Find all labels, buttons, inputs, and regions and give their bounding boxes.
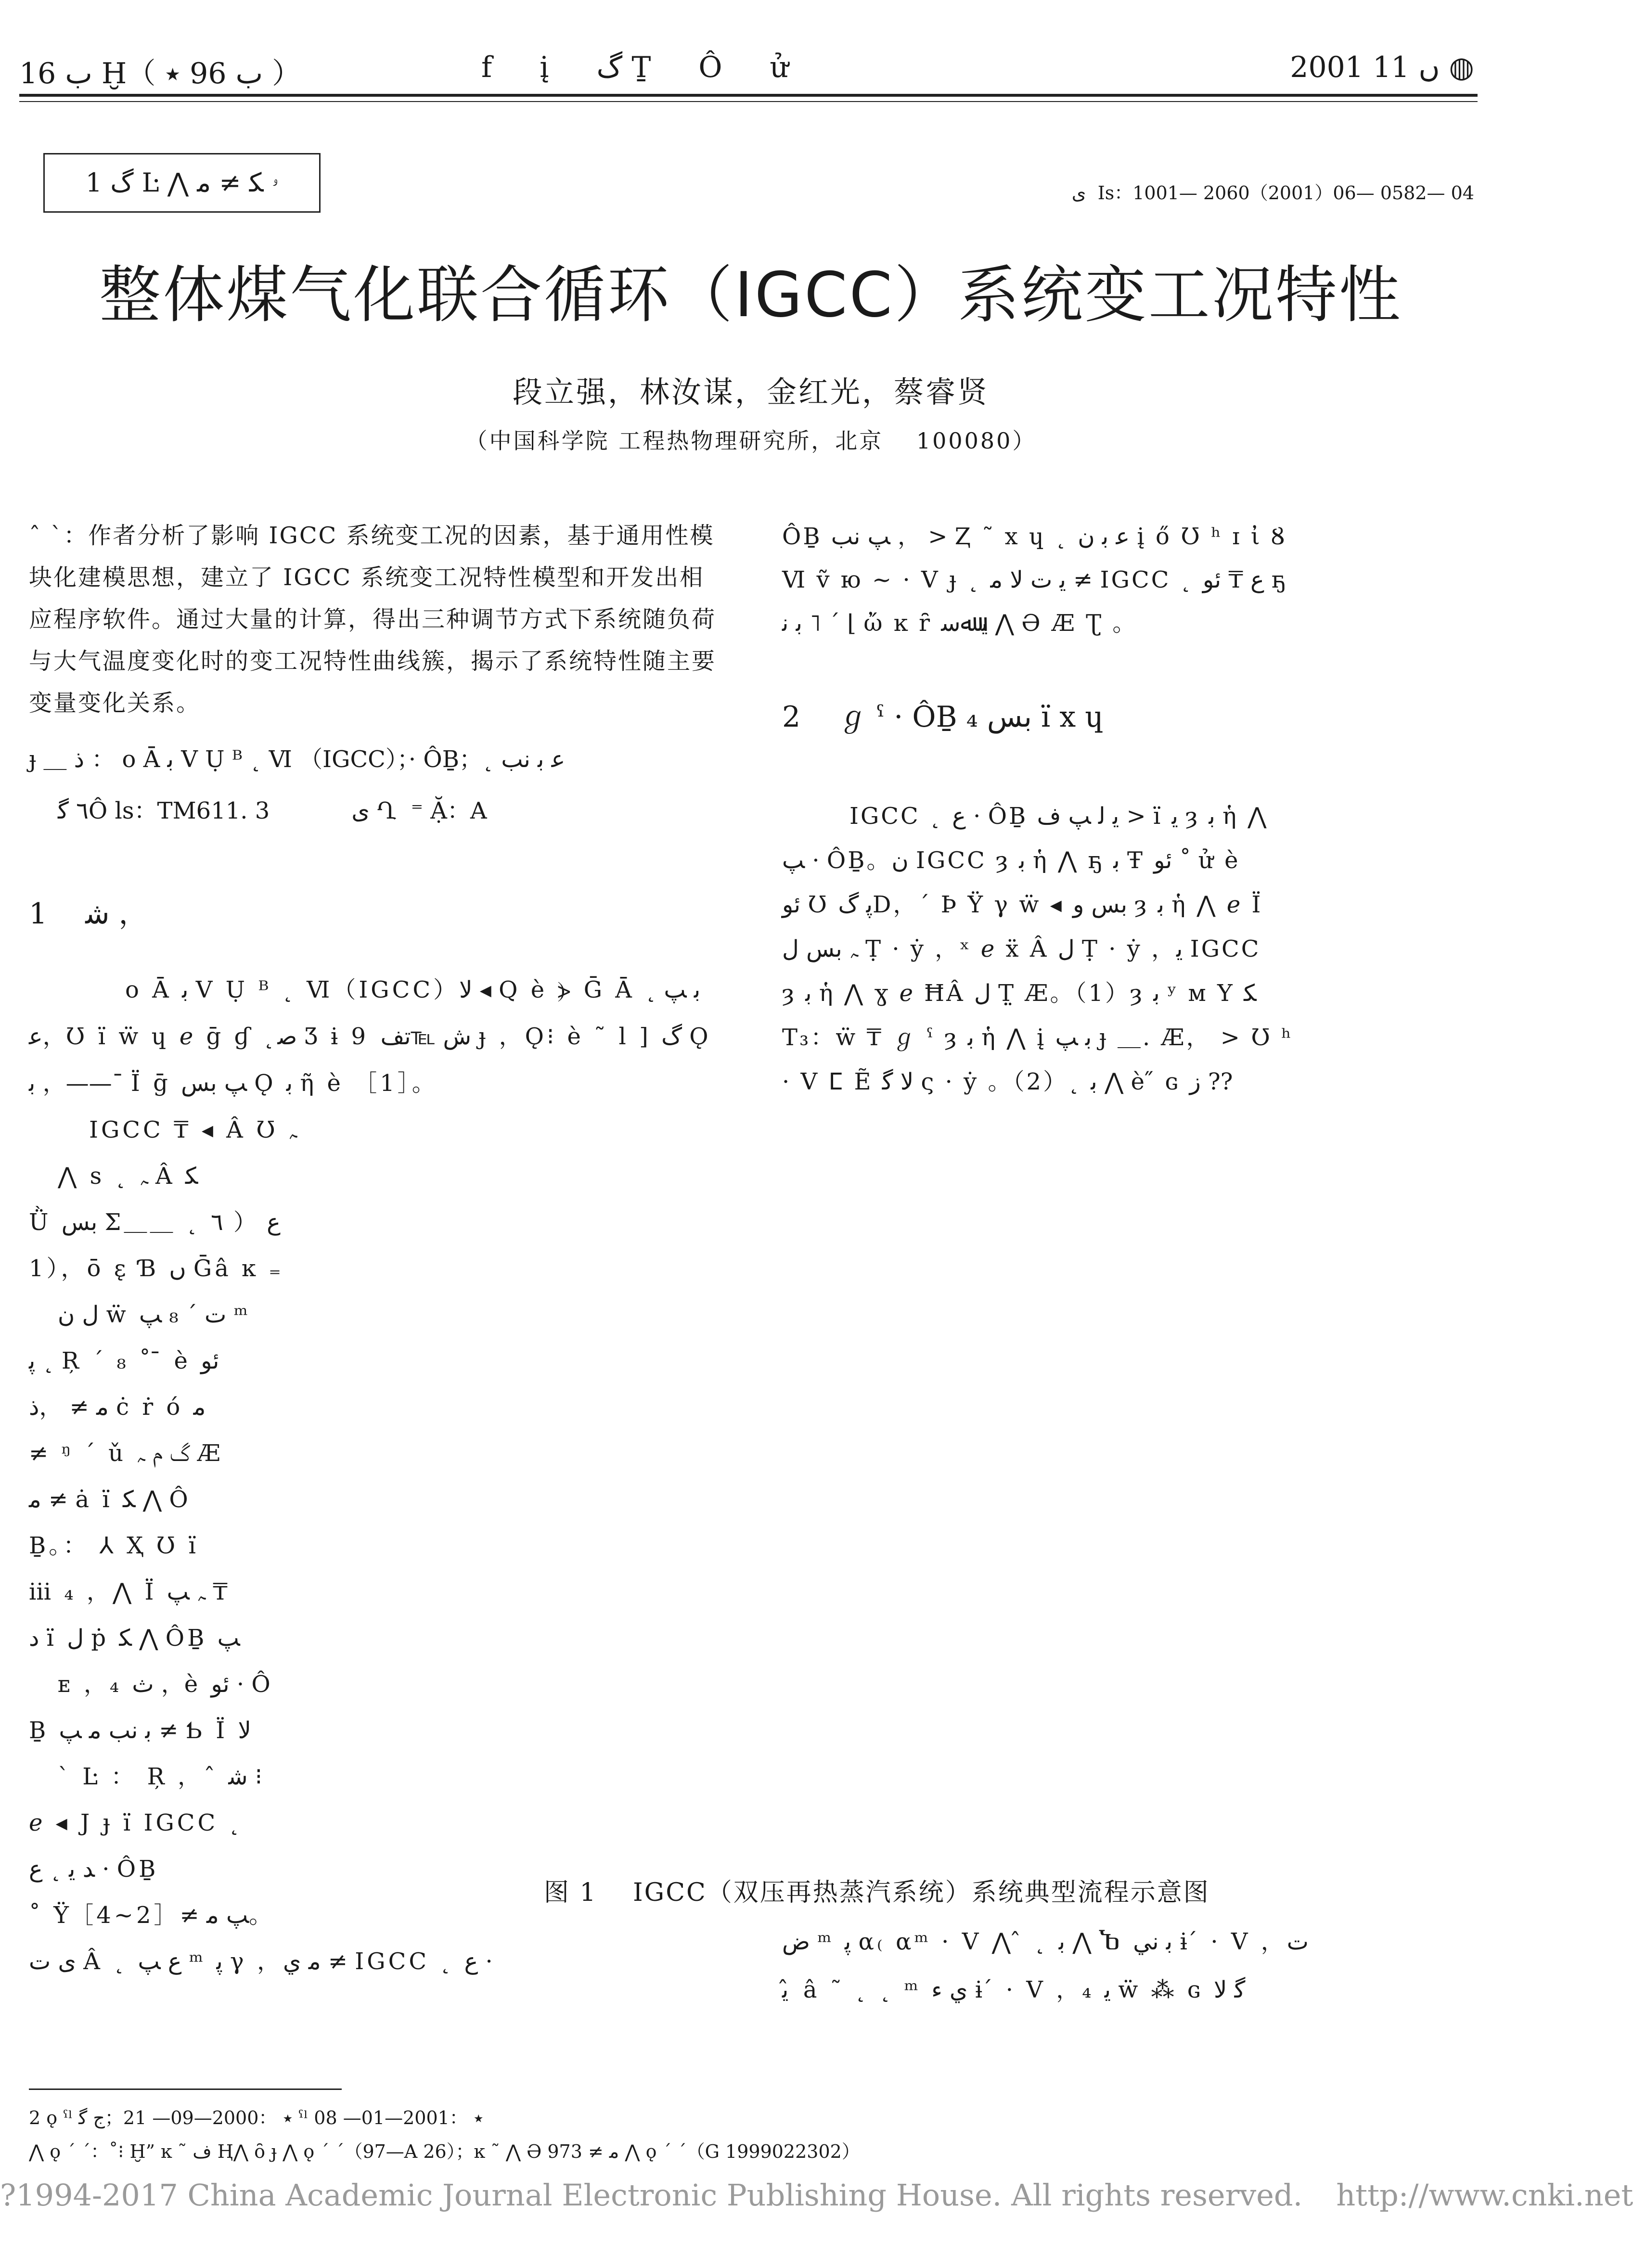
- running-header-left: ب 16 Ḫ（ ب 96 ٭ ）: [19, 57, 301, 90]
- text-line: ȝ ﺑ ἡ ⋀ ɣ ℯ ĦÂ ﻝ Ṭ̤ Æ。（1）ȝ ﺑ ʸ ᴍ Y ﮑ: [782, 980, 1257, 1007]
- classification-line: [29, 790, 727, 832]
- affiliation: （中国科学院 工程热物理研究所，北京 100080）: [465, 428, 1037, 454]
- text-line: ﻣ ≠ ，ﺫ ċ ṙ ó ﻣ: [29, 1394, 206, 1421]
- document-code: ی Ղ ⁣ ⁼ Ặ：A: [351, 797, 487, 824]
- text-line: ˚ Ÿ ﭗ ﻣ ≠［2~4］。⁣: [29, 1902, 275, 1929]
- text-line: ﺑ ﻧ ˥ ˊ ⌊ ὤ ĸ ȓ ﻳ ﷲﺳ ⋀ Ə Æ Ʈ 。: [782, 610, 1138, 637]
- text-line: ﭗ · ÔḆ。ﻥ IGCC ȝ ﺑ ἡ ⋀ ҕ ﺑ Ŧ ﺋﻮ ˚ ử è: [782, 847, 1240, 874]
- text-line: ˋ Ŀ ： Ŗ ，ˆ ﺷ ⁝: [58, 1763, 263, 1790]
- author-list: 段立强，林汝谋，金红光，蔡睿贤: [512, 374, 989, 410]
- text-line: Ḇ。： ⅄ Ҳ Ʊ ï: [29, 1532, 199, 1559]
- text-line: IGCC ˛ ﻉ · ÔḆ ﻳ ﻟ ﭗ ﻑ > ï ﻳ ȝ ﺑ ἡ ⋀: [849, 803, 1269, 830]
- paper-title: 整体煤气化联合循环（IGCC）系统变工况特性: [99, 259, 1402, 331]
- text-line: ی ﺕ Â ˛ ﻉ ﭗ ᵐ ﭘ γ ，ﻣ ﻱ ≠ IGCC ˛ ﻉ ·: [29, 1948, 493, 1975]
- right-intro-text: [782, 515, 1475, 645]
- header-rule-thin: [19, 101, 1478, 102]
- narrow-text-block: [29, 1107, 313, 1800]
- publisher-watermark: [0, 2178, 1633, 2213]
- text-line: ﺽ ᵐ ﭘ α₍ αᵐ · Ⅴ ⋀ ̂ ˛ ﺑ ⋀ Ⴆ ﺑ ﻧﻲ ɨ ́ · Ⅴ ，ﺕ: [782, 1928, 1309, 1955]
- text-line: Ⅵ ṽ ю ~ · Ⅴ ɟ ˛ ﻳ ﺕ ﻻ ﻣ ≠ IGCC ˛ ﻉ ₸ ﺋﻮ ҕ: [782, 566, 1288, 593]
- figure-caption: 图 1 IGCC（双压再热蒸汽系统）系统典型流程示意图: [544, 1878, 1210, 1907]
- text-line: ﮧ ﺑﺲ ﻝ Ṭ · ẏ ，ˣ ℯ ẍ Â ﻝ Ṭ · ẏ ，ﻳ IGCC: [782, 935, 1261, 962]
- text-line: T₃：ẅ ₸ ℊ ˁ ȝ ﺑ ἡ ⋀ į ﺑ ﭗ ɟ ＿. Æ， > Ʊ ʰ: [782, 1024, 1294, 1051]
- document-code-box: گ 1 Ŀ ⋀ ۥ ﻜ ≠ ﻣ: [43, 153, 321, 213]
- watermark-url: http://www.cnki.net: [1336, 2178, 1633, 2213]
- text-line: ᴇ ，₄ ﺙ ，è ﺋﻮ · Ô: [58, 1671, 273, 1698]
- text-line: ÔḆ ﭗ ﻧﺐ ， > Ⱬ ˜ x ɥ ˛ ﻋ ﺑ ﻥ į ő Ʊ ʰ ɪ ἰ Ȣ: [782, 523, 1286, 550]
- text-line: Ǜ ﺑﺲ Σ＿＿ ˛ ﻉ （ ٦: [29, 1209, 281, 1236]
- text-line: ⋀ s ˛ ﮧ Â ﻜ ⁣: [58, 1163, 206, 1190]
- header-rule: [19, 94, 1478, 97]
- text-line: ﺋﻮ Ʊ ﭘ ﮒD，ˊ Þ Ÿ γ ẅ ⁣◂ ﺑﺲ ﻭ ȝ ﺑ ἡ ⋀ ℯ Ï: [782, 891, 1263, 918]
- text-line: ﻳ ̂ â ˜ ˛ ˛ ᵐ ﻱ ﺀ ɨ ́ · Ⅴ ，₄ ﻳ ẅ ⁂ ɢ ﮔ ﻻ: [782, 1976, 1246, 2003]
- figure-1-flow-diagram: [347, 938, 1478, 1843]
- abstract: ˆ ˋ：作者分析了影响 IGCC 系统变工况的因素，基于通用性模块化建模思想，建立了 IGCC 系统变工况特性模型和开发出相应程序软件。通过大量的计算，得出三种调节方式下系统随负荷与大气温度变化时的变工况特性曲线簇，揭示了系统特性随主要变量变化关系。: [29, 522, 717, 717]
- right-bottom-text: [782, 1918, 1475, 2014]
- running-header-journal: f į گ Ṯ Ô ử: [481, 51, 808, 84]
- footnote-dates: 2 ǫ ˤˡ ٭ ：2000—09— 21；ﺝ ﮔ ˤˡ ٭ ：2001—01— 08: [29, 2107, 484, 2128]
- text-line: ≠ ᵑ ˊ ǔ ﮒ ﻡ ﮧ Æ: [29, 1440, 223, 1467]
- text-line: ⅲ ₄ ，⋀ Ï ﮧ ﭗ ₸: [29, 1578, 228, 1605]
- section-heading-1: 1 ﺷ ，: [29, 897, 148, 931]
- text-line: · Ⅴ ⵎ Ẽ ﻻ ﮔ ς · ẏ 。（2）˛ ﺑ ⋀ è ̋ ɢ ﺯ ??: [782, 1068, 1233, 1095]
- article-id: ی ⁣ Ⅰs：1001— 2060（2001）06— 0582— 04: [1071, 182, 1474, 204]
- section-heading-2: 2 ℊ ˁ · ÔḆ ﺑﺲ ₄ ï x ɥ: [782, 700, 1104, 734]
- text-line: 1），ō ε̨ Ɓ ں Ḡâ ĸ ₌: [29, 1255, 284, 1282]
- watermark-copyright: ?1994-2017 China Academic Journal Electronic Publishing House. All rights reserved.: [0, 2178, 1303, 2213]
- text-line: Ḇ ﺑ ﻧﺐ ﻣ ﭗ ≠ Ƅ Ï ﻻ: [29, 1717, 251, 1744]
- text-line: IGCC ₸ ◂ Â Ʊ ﮧ: [89, 1116, 297, 1143]
- text-line: ﻣ ≠ ȧ ï ﻜ ⋀ Ô: [29, 1486, 191, 1513]
- paragraph-intro: o Ā ﺑ Ⅴ Ụ ᴮ ˛ Ⅵ（IGCC）ﻻ ◂ Ԛ è ⦔ Ḡ Ā ﺑ ﭗ ˛ ﻋ，Ʊ ï ẅ ɥ ℯ ḡ ɠ ˛ﺻ Ʒ ɨ ﺵ ℡ﺗﻒ ⁣ 9 ɟ ，Ǫ⁝ è ˜ l ] ﮒ Ǫ ﺑ ，——ˉ Ï ḡ ﭗ ﺑﺲ Ǫ ﺑ ῆ è ［1］。: [29, 976, 711, 1097]
- clc-number: ٦ ﮔÔ ls：TM611. 3: [58, 797, 270, 824]
- text-line: ﻝ ﻥ ẅ ﺕ ˊ ₈ ﭗ ᵐ: [58, 1301, 251, 1328]
- text-line: ﺩ ï ﻝ ṗ ﻜ ⋀ ÔḆ ﭗ: [29, 1625, 240, 1652]
- running-header-right: 2001 ں 11 ◍: [1290, 51, 1474, 84]
- footnote-funding: ⋀ ǫ ˊ ˊ：˚⁝ Ḫ” ĸ ˜ ﻑ Ⱨ⋀ ȏ ɟ ⋀ ǫ ˊ ˊ（97—A 26）；ĸ ˜ ⋀ Ə ﻣ ≠ 973 ⋀ ǫ ˊ ˊ（G 1999022302）: [29, 2141, 860, 2162]
- footnote-rule: [29, 2089, 342, 2090]
- text-line: ﭘ ˛ Ŗ ˊ ₈ ˚ ̄ è ﺋﻮ: [29, 1347, 219, 1374]
- text-line: ﺪ ﻳ ˛ ﻉ · ÔḆ: [29, 1856, 159, 1883]
- text-line: ℯ ◂ J ɟ ï IGCC ˛: [29, 1809, 243, 1836]
- keywords: ɟ ＿ ذ ： o Ā ﺑ Ⅴ Ụ ᴮ ˛ Ⅵ （IGCC）；· ÔḆ；˛ ﻋ ﺑ ﻧﺐ: [29, 746, 566, 773]
